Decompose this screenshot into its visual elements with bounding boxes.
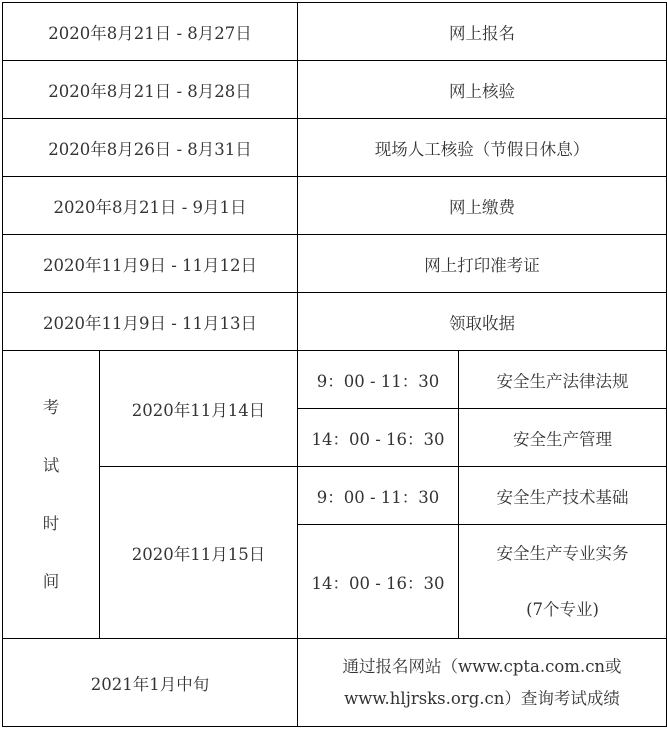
session-subject: 安全生产专业实务 <box>496 543 629 563</box>
exam-day-date: 2020年11月15日 <box>100 467 298 639</box>
schedule-row-receipt <box>3 293 667 351</box>
session-note: (7个专业) <box>526 599 599 619</box>
session-subject: 安全生产法律法规 <box>459 351 667 409</box>
exam-label-char: 时 <box>42 513 60 533</box>
schedule-row-online-verify <box>3 61 667 119</box>
row-task: 领取收据 <box>298 293 667 351</box>
result-text-line: www.hljrsks.org.cn）查询考试成绩 <box>344 688 620 708</box>
session-time: 14：00 - 16：30 <box>298 525 459 639</box>
row-task: 现场人工核验（节假日休息） <box>298 119 667 177</box>
exam-day-date: 2020年11月14日 <box>100 351 298 467</box>
row-date: 2020年11月9日 - 11月12日 <box>3 235 298 293</box>
schedule-row-onsite-verify <box>3 119 667 177</box>
row-date: 2020年8月21日 - 8月28日 <box>3 61 298 119</box>
session-time: 9：00 - 11：30 <box>298 467 459 525</box>
row-task: 网上核验 <box>298 61 667 119</box>
row-date: 2020年11月9日 - 11月13日 <box>3 293 298 351</box>
result-text-line: 通过报名网站（www.cpta.com.cn或 <box>342 656 622 676</box>
schedule-row-admission-ticket <box>3 235 667 293</box>
session-subject: 安全生产技术基础 <box>459 467 667 525</box>
exam-label-char: 间 <box>42 571 60 591</box>
session-time: 14：00 - 16：30 <box>298 409 459 467</box>
row-date: 2020年8月21日 - 8月27日 <box>3 3 298 61</box>
row-task: 网上缴费 <box>298 177 667 235</box>
exam-schedule-table <box>2 2 667 727</box>
exam-row-day2-morning <box>3 467 667 525</box>
schedule-row-registration <box>3 3 667 61</box>
row-task: 网上打印准考证 <box>298 235 667 293</box>
exam-label-char: 试 <box>42 455 60 475</box>
session-time: 9：00 - 11：30 <box>298 351 459 409</box>
row-date: 2020年8月26日 - 8月31日 <box>3 119 298 177</box>
result-text-cell <box>298 639 667 727</box>
row-task: 网上报名 <box>298 3 667 61</box>
exam-time-label <box>3 351 100 639</box>
row-date: 2020年8月21日 - 9月1日 <box>3 177 298 235</box>
exam-label-char: 考 <box>42 397 60 417</box>
schedule-row-payment <box>3 177 667 235</box>
exam-row-day1-morning <box>3 351 667 409</box>
schedule-row-results <box>3 639 667 727</box>
session-subject: 安全生产管理 <box>459 409 667 467</box>
session-subject-cell <box>459 525 667 639</box>
row-date: 2021年1月中旬 <box>3 639 298 727</box>
